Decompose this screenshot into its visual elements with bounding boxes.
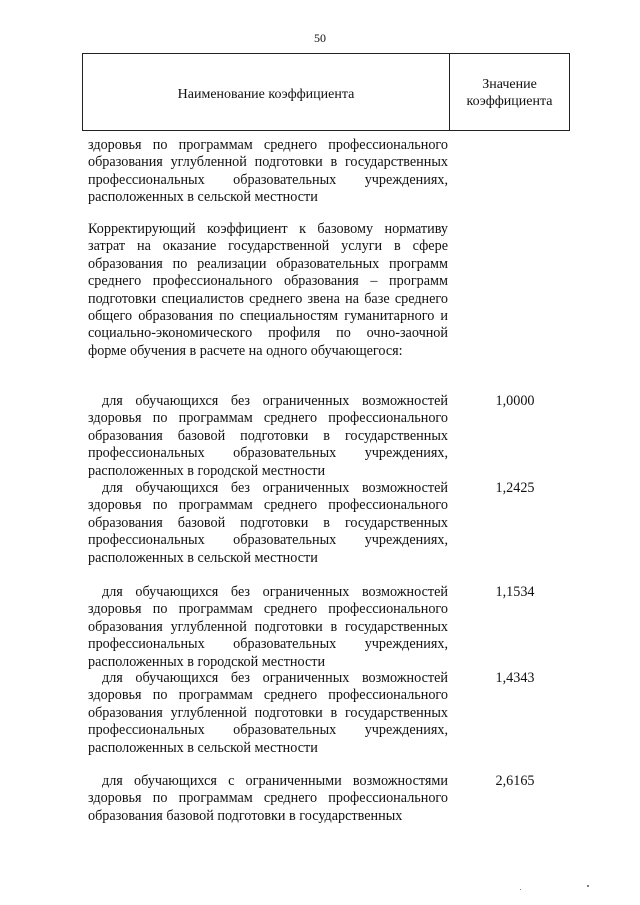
coefficient-row-2-text: [88, 480, 448, 567]
coefficient-row-1-text: [88, 393, 448, 480]
coefficient-row-4-value: 1,4343: [495, 670, 535, 686]
column-header-name: Наименование коэффициента: [83, 54, 450, 130]
table-header: [82, 53, 570, 131]
column-header-value: Значение коэффициента: [466, 77, 553, 109]
continuation-text: здоровья по программам среднего профессионального образования углубленной подготовки в государственных профессиональных образовательных учреждениях, расположенных в сельской местности: [88, 137, 448, 206]
coefficient-row-3-value: 1,1534: [495, 584, 535, 600]
coefficient-row-2-value: 1,2425: [495, 480, 535, 496]
scan-speck: [587, 885, 589, 887]
row-description: для обучающихся без ограниченных возможностей здоровья по программам среднего профессионального образования углубленной подготовки в государственных профессиональных образовательных учреждениях, расположенных в сельской местности: [88, 670, 448, 756]
row-description: для обучающихся без ограниченных возможностей здоровья по программам среднего профессионального образования углубленной подготовки в государственных профессиональных образовательных учреждениях, расположенных в городской местности: [88, 584, 448, 670]
coefficient-row-3-text: [88, 584, 448, 671]
coefficient-row-1-value: 1,0000: [495, 393, 535, 409]
row-description: для обучающихся с ограниченными возможностями здоровья по программам среднего профессионального образования базовой подготовки в государственных: [88, 773, 448, 824]
coefficient-row-5-text: [88, 773, 448, 825]
coefficient-row-5-value: 2,6165: [495, 773, 535, 789]
section-intro: Корректирующий коэффициент к базовому нормативу затрат на оказание государственной услуги в сфере образования по реализации образовательных программ среднего профессионального образования – программ подготовки специалистов среднего звена на базе среднего общего образования по специальностям гуманитарного и социально-экономического профиля по очно-заочной форме обучения в расчете на одного обучающегося:: [88, 221, 448, 359]
coefficient-row-4-text: [88, 670, 448, 757]
page-number: 50: [314, 31, 326, 45]
row-description: для обучающихся без ограниченных возможностей здоровья по программам среднего профессионального образования базовой подготовки в государственных профессиональных образовательных учреждениях, расположенных в городской местности: [88, 393, 448, 479]
scan-speck: [520, 889, 521, 890]
row-description: для обучающихся без ограниченных возможностей здоровья по программам среднего профессионального образования базовой подготовки в государственных профессиональных образовательных учреждениях, расположенных в сельской местности: [88, 480, 448, 566]
